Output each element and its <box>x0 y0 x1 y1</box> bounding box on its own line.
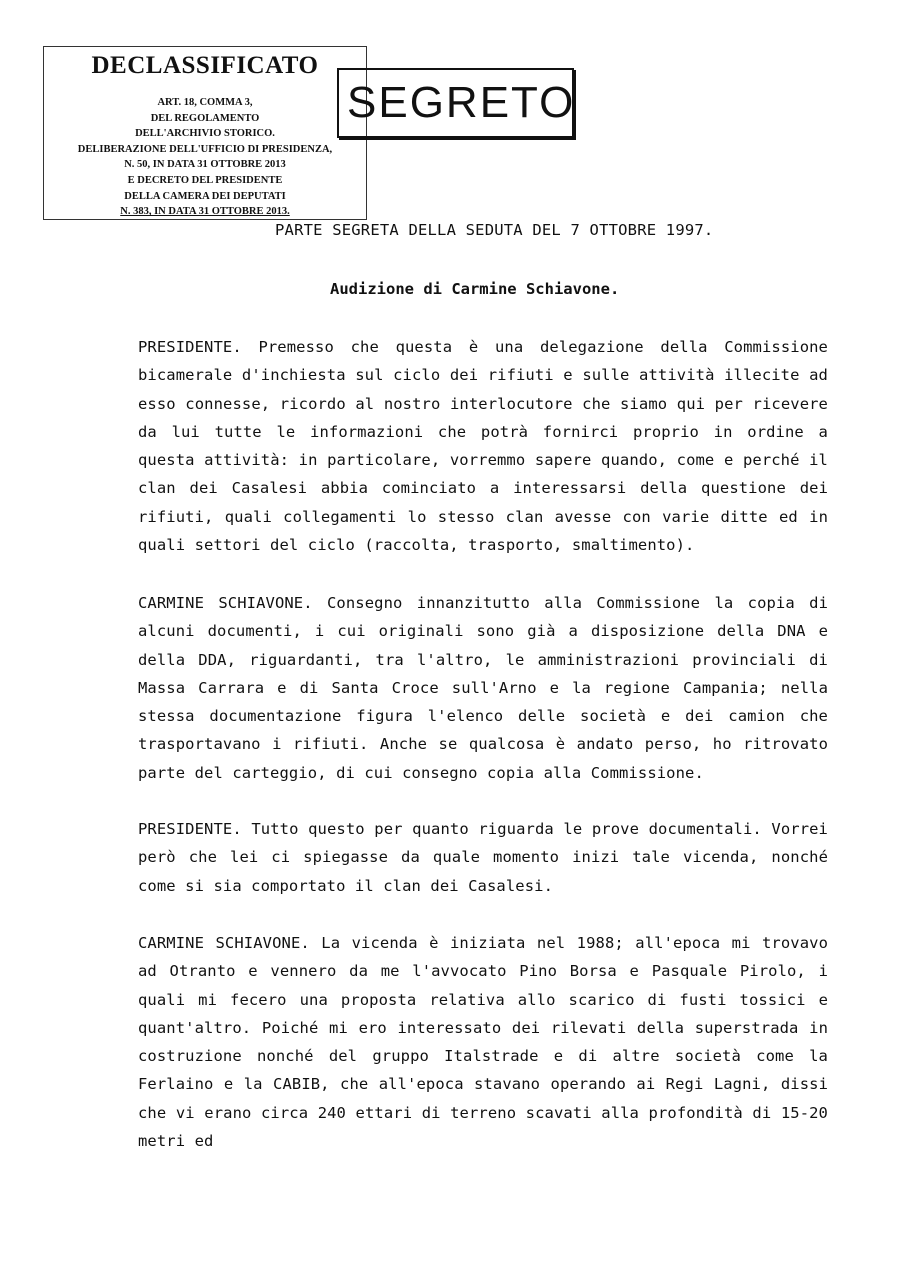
session-heading: PARTE SEGRETA DELLA SEDUTA DEL 7 OTTOBRE 1997. <box>275 221 714 239</box>
declassified-stamp-line: ART. 18, COMMA 3, <box>157 97 253 108</box>
hearing-title: Audizione di Carmine Schiavone. <box>330 280 620 298</box>
paragraph: CARMINE SCHIAVONE. Consegno innanzitutto alla Commissione la copia di alcuni documenti, i cui originali sono già a disposizione della DNA e della DDA, riguardanti, tra l'altro, le amministrazioni provinciali di Massa Carrara e di Santa Croce sull'Arno e la regione Campania; nella stessa documentazione figura l'elenco delle società e dei camion che trasportavano i rifiuti. Anche se qualcosa è andato perso, ho ritrovato parte del carteggio, di cui consegno copia alla Commissione. <box>138 594 828 782</box>
declassified-stamp-line: E DECRETO DEL PRESIDENTE <box>127 174 283 186</box>
declassified-stamp-line: DELIBERAZIONE DELL'UFFICIO DI PRESIDENZA, <box>77 143 333 155</box>
declassified-stamp <box>43 46 367 220</box>
paragraph: PRESIDENTE. Tutto questo per quanto riguarda le prove documentali. Vorrei però che lei ci spiegasse da quale momento inizi tale vicenda, nonché come si sia comportato il clan dei Casalesi. <box>138 820 828 895</box>
declassified-stamp-line: DEL REGOLAMENTO <box>150 112 260 124</box>
declassified-stamp-line: N. 50, IN DATA 31 OTTOBRE 2013 <box>124 159 286 171</box>
declassified-stamp-text <box>44 95 366 220</box>
secret-stamp: SEGRETO <box>337 68 574 138</box>
declassified-stamp-line: N. 383, IN DATA 31 OTTOBRE 2013. <box>120 206 290 218</box>
declassified-stamp-line: DELLA CAMERA DEI DEPUTATI <box>124 190 286 202</box>
paragraph: PRESIDENTE. Premesso che questa è una delegazione della Commissione bicamerale d'inchiesta sul ciclo dei rifiuti e sulle attività illecite ad esso connesse, ricordo al nostro interlocutore che siamo qui per ricevere da lui tutte le informazioni che potrà fornirci proprio in ordine a questa attività: in particolare, vorremmo sapere quando, come e perché il clan dei Casalesi abbia cominciato a interessarsi della questione dei rifiuti, quali collegamenti lo stesso clan avesse con varie ditte ed in quali settori del ciclo (raccolta, trasporto, smaltimento). <box>138 338 828 555</box>
paragraph: CARMINE SCHIAVONE. La vicenda è iniziata nel 1988; all'epoca mi trovavo ad Otranto e vennero da me l'avvocato Pino Borsa e Pasquale Pirolo, i quali mi fecero una proposta relativa allo scarico di fusti tossici e quant'altro. Poiché mi ero interessato dei rilevati della superstrada in costruzione nonché del gruppo Italstrade e di altre società come la Ferlaino e la CABIB, che all'epoca stavano operando ai Regi Lagni, dissi che vi erano circa 240 ettari di terreno scavati alla profondità di 15-20 metri ed <box>138 934 828 1151</box>
declassified-stamp-title: DECLASSIFICATO <box>91 52 319 79</box>
declassified-stamp-line: DELL'ARCHIVIO STORICO. <box>135 128 275 140</box>
